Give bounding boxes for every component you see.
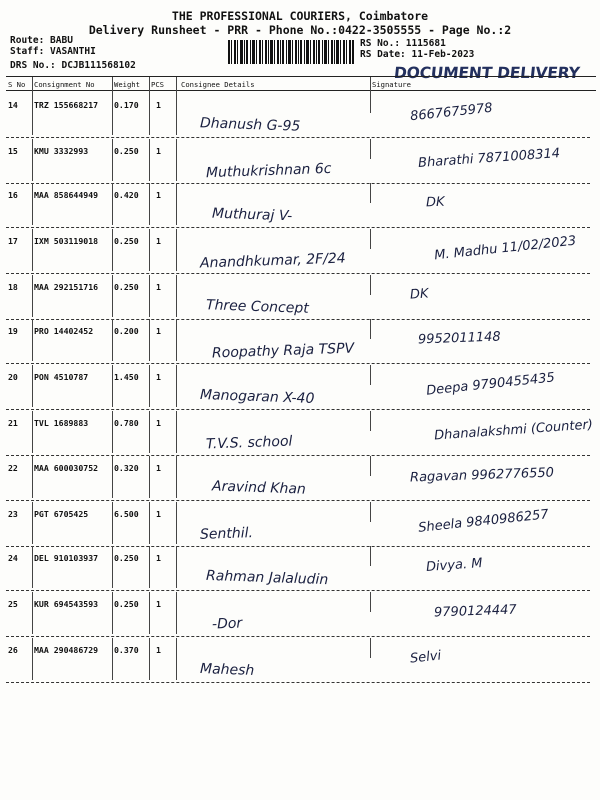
rs-number: RS No.: 1115681 [360,38,446,49]
cell-weight: 0.250 [114,146,139,156]
column-divider [176,319,177,361]
column-divider [176,183,177,225]
cell-sno: 20 [8,372,18,382]
column-divider [370,456,371,476]
cell-consignment: KMU 3332993 [34,146,89,156]
cell-consignee-details: Muthukrishnan 6c [205,160,332,182]
cell-signature: 8667675978 [409,100,494,125]
cell-sno: 26 [8,645,18,655]
col-header-weight: Weight [114,80,140,89]
cell-consignment: TVL 1689883 [34,418,89,428]
column-divider [32,229,33,271]
row-separator [6,636,590,637]
column-divider [370,638,371,658]
column-divider [32,319,33,361]
column-header-rule [6,90,596,91]
cell-weight: 0.250 [114,282,139,292]
column-divider [112,411,113,453]
row-separator [6,682,590,683]
column-divider [370,592,371,612]
cell-sno: 23 [8,509,18,519]
cell-sno: 22 [8,463,18,473]
column-divider [112,229,113,271]
cell-weight: 0.420 [114,190,139,200]
column-divider [112,592,113,634]
row-separator [6,273,590,274]
column-divider [370,229,371,249]
column-divider [149,546,150,588]
header-column-divider [149,77,150,97]
cell-pcs: 1 [156,553,161,563]
cell-signature: DK [425,194,445,211]
column-divider [32,546,33,588]
staff-label: Staff: VASANTHI [10,46,96,57]
runsheet-title: Delivery Runsheet - PRR - Phone No.:0422-3505555 - Page No.:2 [88,23,512,37]
column-divider [149,93,150,135]
column-divider [176,546,177,588]
row-separator [6,227,590,228]
cell-sno: 19 [8,326,18,336]
column-divider [112,502,113,544]
cell-consignment: DEL 910103937 [34,553,99,563]
cell-signature: 9952011148 [417,329,501,348]
cell-sno: 21 [8,418,18,428]
cell-pcs: 1 [156,509,161,519]
column-divider [32,93,33,135]
cell-pcs: 1 [156,190,161,200]
column-divider [149,638,150,680]
cell-pcs: 1 [156,146,161,156]
column-divider [370,502,371,522]
column-divider [370,365,371,385]
cell-consignment: MAA 600030752 [34,463,99,473]
column-divider [149,275,150,317]
cell-sno: 16 [8,190,18,200]
cell-signature: Deepa 9790455435 [425,370,556,399]
cell-pcs: 1 [156,100,161,110]
cell-consignee-details: Three Concept [205,297,310,317]
cell-consignee-details: Dhanush G-95 [199,115,301,135]
cell-consignee-details: Manogaran X-40 [199,387,315,407]
cell-consignment: KUR 694543593 [34,599,99,609]
column-divider [32,502,33,544]
column-divider [149,319,150,361]
cell-pcs: 1 [156,599,161,609]
cell-consignment: MAA 292151716 [34,282,99,292]
cell-pcs: 1 [156,236,161,246]
cell-weight: 1.450 [114,372,139,382]
column-divider [176,229,177,271]
column-divider [32,183,33,225]
cell-pcs: 1 [156,372,161,382]
cell-weight: 0.370 [114,645,139,655]
company-name: THE PROFESSIONAL COURIERS, Coimbatore [171,9,429,23]
cell-consignment: PON 4510787 [34,372,89,382]
cell-weight: 0.200 [114,326,139,336]
row-separator [6,590,590,591]
cell-signature: Ragavan 9962776550 [409,465,555,486]
header-column-divider [176,77,177,97]
column-divider [112,365,113,407]
drs-number: DRS No.: DCJB111568102 [10,60,136,71]
rs-date: RS Date: 11-Feb-2023 [360,49,475,60]
cell-sno: 14 [8,100,18,110]
cell-weight: 6.500 [114,509,139,519]
cell-signature: M. Madhu 11/02/2023 [433,233,577,264]
column-divider [32,275,33,317]
row-separator [6,363,590,364]
cell-consignee-details: Senthil. [199,525,254,543]
column-divider [112,456,113,498]
column-divider [149,592,150,634]
row-separator [6,183,590,184]
column-divider [32,456,33,498]
column-divider [149,502,150,544]
column-divider [32,638,33,680]
row-separator [6,455,590,456]
document-delivery-stamp: DOCUMENT DELIVERY [393,64,581,82]
column-divider [112,638,113,680]
cell-sno: 25 [8,599,18,609]
column-divider [149,365,150,407]
column-divider [176,275,177,317]
column-divider [176,411,177,453]
cell-weight: 0.780 [114,418,139,428]
header-rule [6,76,596,77]
column-divider [112,183,113,225]
cell-consignment: PGT 6705425 [34,509,89,519]
cell-sno: 15 [8,146,18,156]
barcode [228,40,354,64]
column-divider [32,411,33,453]
column-divider [149,456,150,498]
cell-consignee-details: T.V.S. school [205,433,293,453]
cell-signature: DK [409,286,430,303]
column-divider [176,93,177,135]
column-divider [149,411,150,453]
cell-signature: 9790124447 [433,602,517,621]
cell-consignment: MAA 290486729 [34,645,99,655]
column-divider [176,502,177,544]
cell-signature: Sheela 9840986257 [417,507,550,536]
column-divider [176,592,177,634]
column-divider [32,139,33,181]
col-header-consignment: Consignment No [34,80,95,89]
cell-signature: Selvi [409,648,442,667]
cell-consignee-details: Roopathy Raja TSPV [211,340,355,362]
column-divider [149,183,150,225]
cell-consignment: IXM 503119018 [34,236,99,246]
route-label: Route: BABU [10,35,73,46]
cell-pcs: 1 [156,645,161,655]
column-divider [370,139,371,159]
cell-consignee-details: Mahesh [199,661,255,679]
cell-sno: 24 [8,553,18,563]
column-divider [149,229,150,271]
row-separator [6,409,590,410]
column-divider [32,365,33,407]
column-divider [112,93,113,135]
column-divider [112,139,113,181]
column-divider [32,592,33,634]
cell-weight: 0.170 [114,100,139,110]
col-header-pcs: PCS [151,80,164,89]
header-column-divider [32,77,33,97]
column-divider [149,139,150,181]
column-divider [176,139,177,181]
cell-weight: 0.320 [114,463,139,473]
cell-signature: Dhanalakshmi (Counter) [433,417,594,444]
row-separator [6,319,590,320]
cell-consignment: MAA 858644949 [34,190,99,200]
cell-weight: 0.250 [114,599,139,609]
column-divider [370,275,371,295]
cell-consignment: TRZ 155668217 [34,100,99,110]
cell-signature: Divya. M [425,556,483,575]
cell-weight: 0.250 [114,236,139,246]
row-separator [6,500,590,501]
cell-consignee-details: Rahman Jalaludin [205,567,329,589]
cell-weight: 0.250 [114,553,139,563]
cell-sno: 18 [8,282,18,292]
cell-consignee-details: Muthuraj V- [211,205,293,225]
column-divider [112,319,113,361]
cell-consignee-details: Anandhkumar, 2F/24 [199,250,346,272]
cell-pcs: 1 [156,463,161,473]
column-divider [176,365,177,407]
col-header-signature: Signature [372,80,411,89]
header-column-divider [112,77,113,97]
column-divider [370,411,371,431]
cell-pcs: 1 [156,326,161,336]
cell-sno: 17 [8,236,18,246]
cell-pcs: 1 [156,282,161,292]
cell-pcs: 1 [156,418,161,428]
col-header-details: Consignee Details [181,80,255,89]
column-divider [176,638,177,680]
column-divider [112,275,113,317]
column-divider [370,546,371,566]
row-separator [6,546,590,547]
cell-signature: Bharathi 7871008314 [417,146,561,171]
row-separator [6,137,590,138]
col-header-sno: S No [8,80,26,89]
column-divider [112,546,113,588]
cell-consignment: PRO 14402452 [34,326,94,336]
column-divider [176,456,177,498]
cell-consignee-details: -Dor [211,615,243,633]
header-column-divider [370,77,371,97]
column-divider [370,319,371,339]
column-divider [370,183,371,203]
cell-consignee-details: Aravind Khan [211,478,307,498]
